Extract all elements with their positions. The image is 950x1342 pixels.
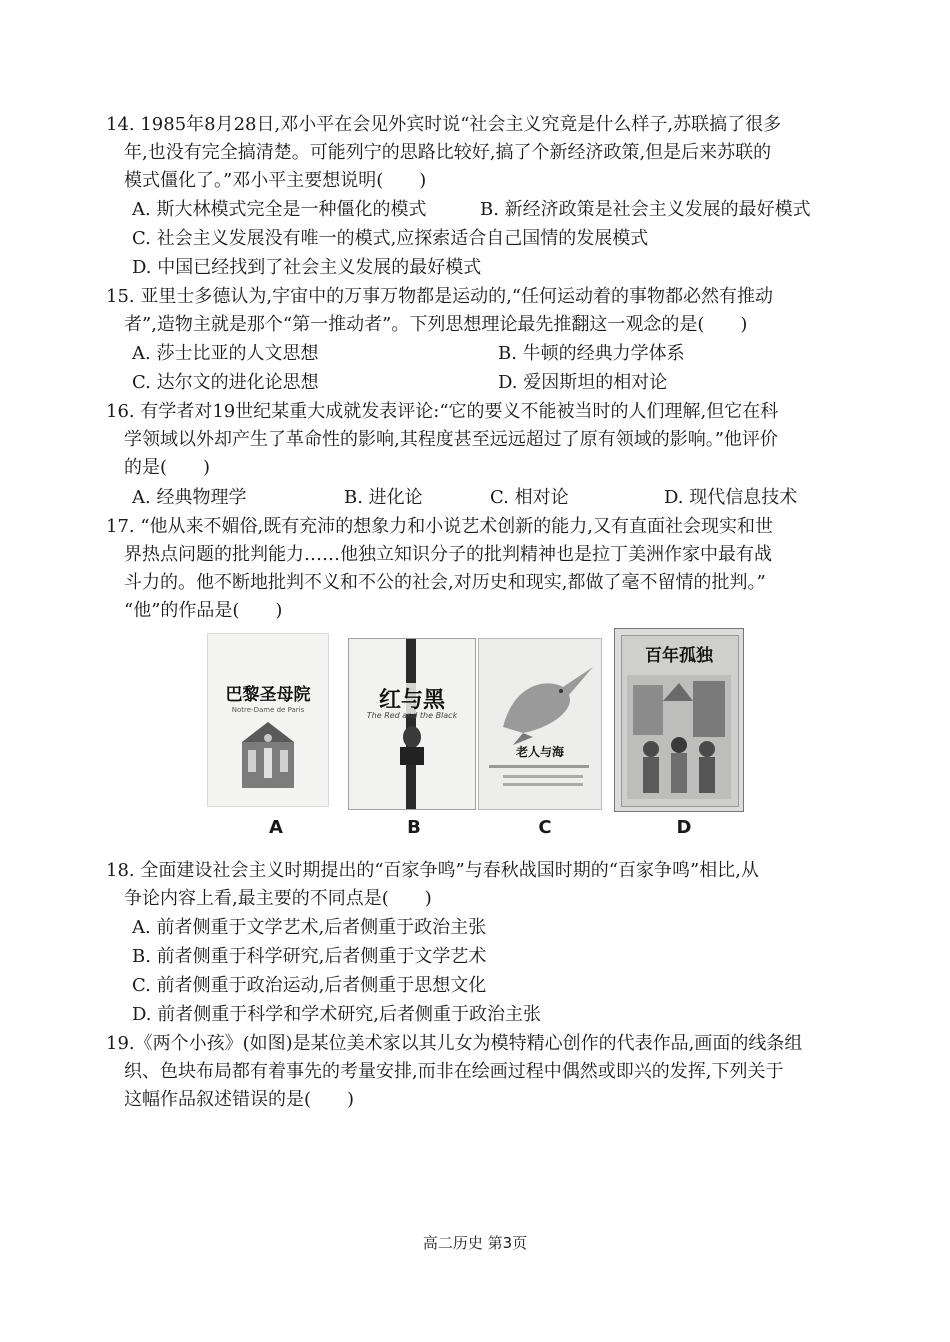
book-cover-b-subtitle: The Red and the Black bbox=[366, 711, 458, 720]
question-15-option-b: B. 牛顿的经典力学体系 bbox=[498, 343, 685, 364]
book-cover-b-title: 红与黑 bbox=[349, 683, 475, 714]
book-cover-b-label: B bbox=[407, 817, 421, 838]
book-cover-d bbox=[614, 628, 744, 812]
page-footer: 高二历史 第3页 bbox=[422, 1234, 528, 1252]
book-cover-c-rule bbox=[489, 765, 589, 768]
question-17-line-1: 17. “他从来不媚俗,既有充沛的想象力和小说艺术创新的能力,又有直面社会现实和世 bbox=[106, 516, 773, 537]
question-16-line-1: 16. 有学者对19世纪某重大成就发表评论:“它的要义不能被当时的人们理解,但它在科 bbox=[106, 401, 779, 422]
question-14-option-d: D. 中国已经找到了社会主义发展的最好模式 bbox=[132, 257, 482, 278]
question-19-line-2: 织、色块布局都有着事先的考量安排,而非在绘画过程中偶然或即兴的发挥,下列关于 bbox=[124, 1061, 784, 1082]
question-14-option-a: A. 斯大林模式完全是一种僵化的模式 bbox=[132, 199, 427, 220]
book-cover-c-rule-3 bbox=[503, 783, 583, 786]
book-cover-d-title: 百年孤独 bbox=[645, 646, 713, 666]
book-cover-d-label: D bbox=[676, 817, 692, 838]
question-16-option-c: C. 相对论 bbox=[490, 487, 569, 508]
question-14-line-3: 模式僵化了。”邓小平主要想说明( ) bbox=[124, 170, 427, 191]
village-illustration bbox=[627, 675, 731, 799]
question-16-line-3: 的是( ) bbox=[124, 457, 211, 478]
question-14-option-b: B. 新经济政策是社会主义发展的最好模式 bbox=[480, 199, 811, 220]
question-17-line-2: 界热点问题的批判能力……他独立知识分子的批判精神也是拉丁美洲作家中最有战 bbox=[124, 544, 772, 565]
book-cover-a bbox=[207, 633, 329, 807]
question-18-option-c: C. 前者侧重于政治运动,后者侧重于思想文化 bbox=[132, 975, 487, 996]
question-16-option-b: B. 进化论 bbox=[344, 487, 423, 508]
book-cover-c-label: C bbox=[538, 817, 552, 838]
question-15-line-2: 者”,造物主就是那个“第一推动者”。下列思想理论最先推翻这一观念的是( ) bbox=[124, 314, 748, 335]
question-17-line-4: “他”的作品是( ) bbox=[124, 600, 283, 621]
book-cover-c-rule-2 bbox=[503, 775, 583, 778]
question-15-option-d: D. 爱因斯坦的相对论 bbox=[498, 372, 668, 393]
question-16-option-a: A. 经典物理学 bbox=[132, 487, 247, 508]
question-14-line-1: 14. 1985年8月28日,邓小平在会见外宾时说“社会主义究竟是什么样子,苏联搞了很多 bbox=[106, 114, 782, 135]
portrait-illustration bbox=[397, 725, 427, 765]
question-19-line-1: 19.《两个小孩》(如图)是某位美术家以其儿女为模特精心创作的代表作品,画面的线条组 bbox=[106, 1033, 803, 1054]
book-cover-c bbox=[478, 638, 602, 810]
question-14-option-c: C. 社会主义发展没有唯一的模式,应探索适合自己国情的发展模式 bbox=[132, 228, 649, 249]
book-cover-a-title: 巴黎圣母院 bbox=[225, 685, 311, 705]
question-16-line-2: 学领域以外却产生了革命性的影响,其程度甚至远远超过了原有领域的影响。”他评价 bbox=[124, 429, 778, 450]
question-18-option-d: D. 前者侧重于科学和学术研究,后者侧重于政治主张 bbox=[132, 1004, 541, 1025]
question-15-option-c: C. 达尔文的进化论思想 bbox=[132, 372, 319, 393]
book-cover-c-title: 老人与海 bbox=[515, 745, 564, 759]
question-14-line-2: 年,也没有完全搞清楚。可能列宁的思路比较好,搞了个新经济政策,但是后来苏联的 bbox=[124, 142, 772, 163]
question-18-option-a: A. 前者侧重于文学艺术,后者侧重于政治主张 bbox=[132, 917, 487, 938]
book-cover-b bbox=[348, 638, 476, 810]
question-15-option-a: A. 莎士比亚的人文思想 bbox=[132, 343, 319, 364]
book-cover-a-label: A bbox=[269, 817, 283, 838]
book-cover-b-stripe bbox=[406, 639, 416, 809]
book-cover-a-subtitle: Notre-Dame de Paris bbox=[231, 706, 305, 714]
question-18-line-2: 争论内容上看,最主要的不同点是( ) bbox=[124, 888, 432, 909]
marlin-illustration bbox=[483, 657, 597, 747]
question-15-line-1: 15. 亚里士多德认为,宇宙中的万事万物都是运动的,“任何运动着的事物都必然有推动 bbox=[106, 286, 773, 307]
question-18-line-1: 18. 全面建设社会主义时期提出的“百家争鸣”与春秋战国时期的“百家争鸣”相比,从 bbox=[106, 860, 759, 881]
question-18-option-b: B. 前者侧重于科学研究,后者侧重于文学艺术 bbox=[132, 946, 487, 967]
cathedral-illustration bbox=[238, 722, 298, 788]
question-17-line-3: 斗力的。他不断地批判不义和不公的社会,对历史和现实,都做了毫不留情的批判。” bbox=[124, 572, 766, 593]
question-19-line-3: 这幅作品叙述错误的是( ) bbox=[124, 1089, 355, 1110]
question-16-option-d: D. 现代信息技术 bbox=[664, 487, 798, 508]
